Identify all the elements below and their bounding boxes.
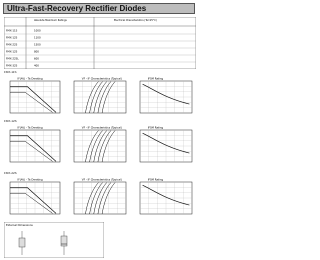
table-cell-vrm: 1000 [34,29,41,33]
table-cell-part: FMX-22SL [6,57,19,61]
title-bar [3,3,195,14]
table-group-absolute: Absolute Maximum Ratings [34,19,67,22]
section-label-b: FMX-12S [4,119,17,123]
chart-title: IFSM Rating [147,126,164,130]
chart-r2-c3 [134,124,196,168]
chart-title: IF(AV) - Ta Derating [17,178,43,182]
table-cell-vrm: 400 [34,64,39,68]
table-group-electrical: Electrical Characteristics (Ta=25°C) [114,19,157,22]
chart-title: VF - IF Characteristics (Typical) [81,126,122,130]
section-label-a: FMX-11S [4,70,17,74]
outline-label: External Dimensions [6,224,33,227]
chart-r1-c3 [134,75,196,119]
chart-r3-c2 [68,176,130,220]
table-cell-vrm: 1500 [34,43,41,47]
chart-title: IFSM Rating [147,77,164,81]
chart-r1-c1 [4,75,64,119]
diode-body-right [61,236,67,246]
chart-r2-c2 [68,124,130,168]
spec-table-border [4,17,196,69]
outline-drawing [4,222,104,258]
table-cell-vrm: 1100 [34,36,41,40]
chart-r3-c1 [4,176,64,220]
chart-title: IF(AV) - Ta Derating [17,126,43,130]
table-cell-vrm: 800 [34,50,39,54]
table-cell-part: FMX-12S [6,50,18,54]
chart-title: VF - IF Characteristics (Typical) [81,77,122,81]
table-cell-part: FMX-32S [6,64,18,68]
diode-body-left [19,238,25,247]
chart-title: IF(AV) - Ta Derating [17,77,43,81]
chart-title: VF - IF Characteristics (Typical) [81,178,122,182]
spec-table [4,17,196,69]
chart-r3-c3 [134,176,196,220]
chart-r2-c1 [4,124,64,168]
page-title: Ultra-Fast-Recovery Rectifier Diodes [7,4,147,13]
chart-title: IFSM Rating [147,178,164,182]
table-cell-vrm: 600 [34,57,39,61]
table-cell-part: FMX-12S [6,36,18,40]
chart-r1-c2 [68,75,130,119]
section-label-c: FMX-22S [4,171,17,175]
table-cell-part: FMX-22S [6,43,18,47]
table-cell-part: FMX-11S [6,29,18,33]
